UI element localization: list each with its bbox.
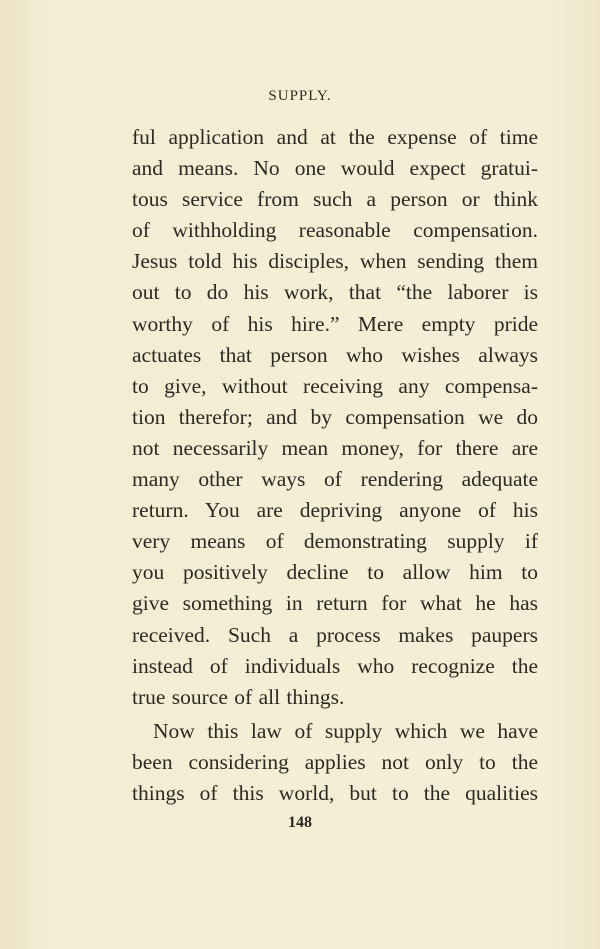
text-line: return. You are depriving anyone of his [132,498,538,523]
text-line: things of this world, but to the qualities [132,780,538,805]
paragraph [132,716,538,809]
text-line: actuates that person who wishes always [132,342,538,367]
text-line: ful application and at the expense of time [132,125,538,149]
body-text [132,122,538,809]
text-line: worthy of his hire.” Mere empty pride [132,311,538,336]
text-line: many other ways of rendering adequate [132,467,538,492]
paragraph [132,122,538,713]
text-line: tion therefor; and by compensation we do [132,404,538,429]
text-line: Jesus told his disciples, when sending them [132,249,538,274]
text-line: to give, without receiving any compensa- [132,373,538,398]
text-line: not necessarily mean money, for there are [132,435,538,460]
text-line: of withholding reasonable compensation. [132,218,538,243]
text-line: give something in return for what he has [132,591,538,616]
text-line: very means of demonstrating supply if [132,529,538,554]
text-line: you positively decline to allow him to [132,560,538,585]
text-line: true source of all things. [132,684,345,709]
text-line: received. Such a process makes paupers [132,622,538,647]
page-number: 148 [288,814,312,831]
running-head: SUPPLY. [268,88,332,104]
text-line: out to do his work, that “the laborer is [132,280,538,305]
text-line: instead of individuals who recognize the [132,653,538,678]
text-line: Now this law of supply which we have [153,718,538,743]
text-line: tous service from such a person or think [132,187,538,212]
text-line: been considering applies not only to the [132,749,538,774]
text-line: and means. No one would expect gratui- [132,156,538,181]
